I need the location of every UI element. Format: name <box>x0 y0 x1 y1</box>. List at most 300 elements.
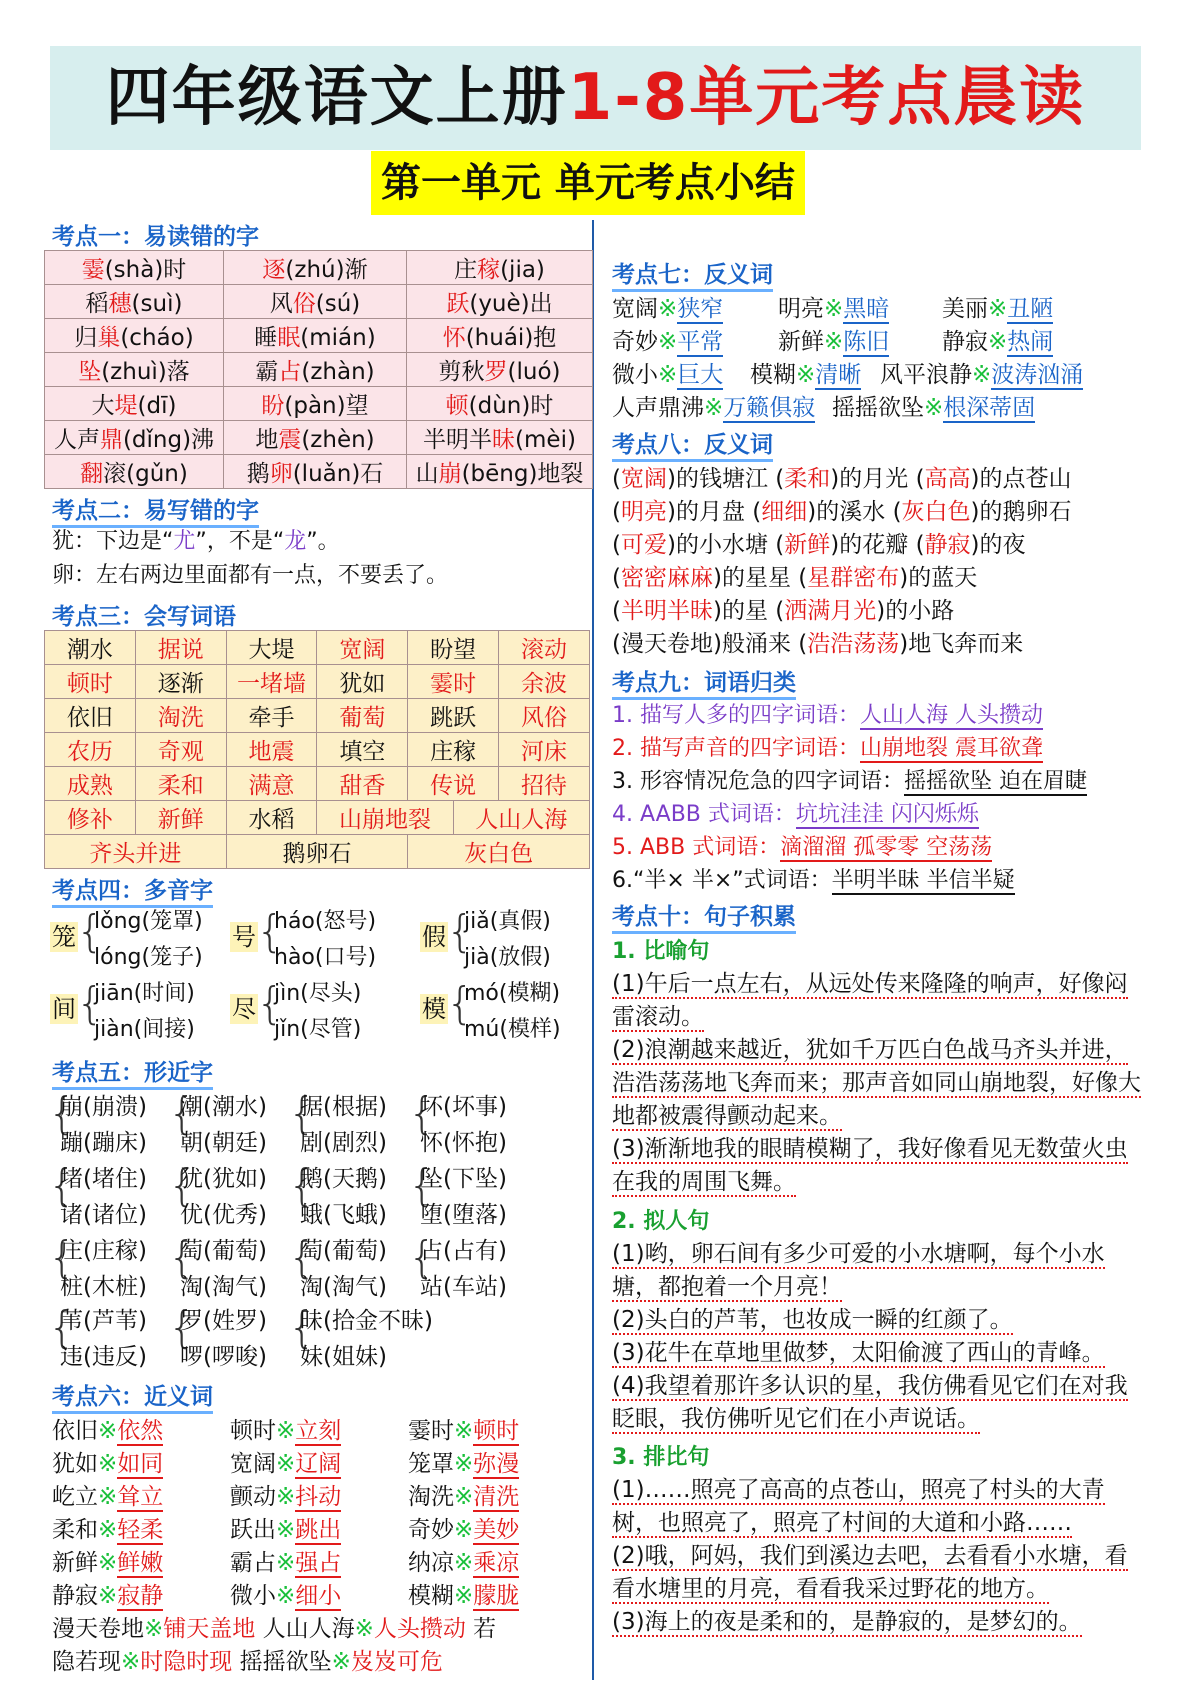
modifier-word <box>612 565 722 591</box>
sentence-item <box>612 1474 1147 1540</box>
antonym-pair <box>880 356 1083 389</box>
antonym: 热闹 <box>1007 329 1054 355</box>
metaphor-heading: 1. 比喻句 <box>612 939 710 964</box>
asterism-icon: ※ <box>704 395 724 421</box>
cell-pinyin: (luǎn)石 <box>292 461 384 487</box>
paren: ) <box>666 466 676 492</box>
cell-key-char: 逐 <box>262 257 286 283</box>
brace-icon: { <box>168 1302 196 1353</box>
word: 依旧 <box>52 1418 98 1444</box>
personification-heading: 2. 拟人句 <box>612 1209 710 1234</box>
word: 跃出 <box>230 1517 276 1543</box>
cell-key-char: 顿 <box>445 393 469 419</box>
modifier-noun: 的小路 <box>885 598 955 624</box>
synonym-pair <box>230 1511 341 1544</box>
polyphone-char: 笼 <box>52 923 76 951</box>
cell-prefix: 大 <box>91 393 115 419</box>
paren: ( <box>798 631 808 657</box>
sentence-item <box>612 1304 1147 1337</box>
cell-pinyin: 滚(gǔn) <box>103 461 188 487</box>
modifier-word <box>612 499 676 525</box>
vocab-cell: 据说 <box>135 631 226 665</box>
synonym: 人头攒动 <box>373 1616 466 1642</box>
vocab-cell: 成熟 <box>45 767 136 801</box>
misread-row <box>45 353 593 387</box>
cell-prefix: 风 <box>269 291 293 317</box>
section-title-kd8: 考点八：反义词 <box>612 426 773 459</box>
antonym: 平常 <box>677 329 724 355</box>
synonym-pair <box>52 1445 163 1478</box>
antonym: 狭窄 <box>677 296 724 322</box>
antonym: 根深蒂固 <box>943 395 1036 421</box>
polyphone-reading: háo(怒号) <box>274 909 377 934</box>
modifier-word <box>612 532 676 558</box>
modifier-noun: 的星星 <box>721 565 799 591</box>
synonym-line <box>52 1643 443 1676</box>
asterism-icon: ※ <box>144 1616 164 1642</box>
misread-table <box>44 250 593 489</box>
cell-key-char: 俗 <box>292 291 316 317</box>
synonym-pair <box>408 1412 519 1445</box>
similar-char: 淘(淘气) <box>300 1274 387 1300</box>
cell-prefix: 归 <box>74 325 98 351</box>
cell-pinyin: (mèi) <box>515 427 576 453</box>
asterism-icon: ※ <box>796 362 816 388</box>
word: 模糊 <box>408 1583 454 1609</box>
modifier-word <box>775 532 839 558</box>
polyphone-reading: lǒng(笼罩) <box>94 909 203 934</box>
misread-cell <box>224 387 407 421</box>
similar-char: 站(车站) <box>420 1274 507 1300</box>
word: 静寂 <box>52 1583 98 1609</box>
word: 笼罩 <box>408 1451 454 1477</box>
antonym-pair <box>832 389 1035 422</box>
synonym: 美妙 <box>473 1517 520 1543</box>
vocab-row <box>45 631 590 665</box>
vocab-cell: 修补 <box>45 801 136 835</box>
modifier-text: 浩浩荡荡 <box>807 631 900 657</box>
vocab-cell: 依旧 <box>45 699 136 733</box>
modifier-text: 细细 <box>761 499 808 525</box>
cell-key-char: 霎 <box>81 257 105 283</box>
modifier-line <box>612 592 954 625</box>
synonym-pair <box>52 1478 163 1511</box>
vocab-cell: 跳跃 <box>408 699 499 733</box>
asterism-icon: ※ <box>276 1550 296 1576</box>
misread-row <box>45 285 593 319</box>
cell-pinyin: (shà)时 <box>104 257 187 283</box>
sentence-item <box>612 1540 1147 1606</box>
word: 顿时 <box>230 1418 276 1444</box>
asterism-icon: ※ <box>98 1484 118 1510</box>
vocab-cell: 淘洗 <box>135 699 226 733</box>
cell-pinyin: (zhàn) <box>301 359 375 385</box>
modifier-word <box>916 532 980 558</box>
synonym: 立刻 <box>295 1418 342 1444</box>
spacer <box>232 1649 239 1675</box>
misread-cell <box>45 251 224 285</box>
synonym-pair <box>52 1544 163 1577</box>
asterism-icon: ※ <box>98 1451 118 1477</box>
paren: ( <box>612 598 621 624</box>
vocab-cell: 填空 <box>317 733 408 767</box>
word: 微小 <box>230 1583 276 1609</box>
category-words: 人山人海 人头攒动 <box>859 703 1043 728</box>
cell-pinyin: (dǐng)沸 <box>122 427 215 453</box>
vocab-cell: 山崩地裂 <box>317 801 453 835</box>
cell-pinyin: (cháo) <box>120 325 194 351</box>
synonym-pair <box>230 1445 341 1478</box>
brace-icon: { <box>446 978 474 1029</box>
modifier-word <box>775 598 885 624</box>
modifier-noun: 的点苍山 <box>979 466 1072 492</box>
synonym: 弥漫 <box>473 1451 520 1477</box>
sentence-item <box>612 1606 1147 1639</box>
category-lead: 3. 形容情况危急的四字词语： <box>612 769 904 794</box>
category-lead: 4. AABB 式词语： <box>612 802 796 827</box>
sentence-text: (1)哟，卵石间有多少可爱的小水塘啊，每个小水塘，都抱着一个月亮！ <box>612 1241 1105 1300</box>
polyphone-reading: jìn(尽头) <box>274 981 362 1006</box>
brace-icon: { <box>288 1088 316 1139</box>
word-fragment: 若 <box>465 1616 497 1642</box>
paren: ( <box>612 631 621 657</box>
cell-prefix: 庄 <box>454 257 478 283</box>
brace-icon: { <box>168 1160 196 1211</box>
section-title-kd5: 考点五：形近字 <box>52 1054 213 1087</box>
cell-pinyin: (dùn)时 <box>468 393 554 419</box>
cell-key-char: 眠 <box>277 325 301 351</box>
modifier-line <box>612 625 1023 658</box>
asterism-icon: ※ <box>988 329 1008 355</box>
similar-char: 昧(拾金不昧) <box>300 1308 433 1334</box>
modifier-line <box>612 460 1072 493</box>
category-lead: 6.“半× 半×”式词语： <box>612 868 832 893</box>
asterism-icon: ※ <box>454 1484 474 1510</box>
section-title-kd6: 考点六：近义词 <box>52 1378 213 1411</box>
polyphone-reading: jià(放假) <box>464 945 551 970</box>
cell-pinyin: (jia) <box>500 257 545 283</box>
cell-prefix: 半明半 <box>423 427 493 453</box>
sentence-text: (4)我望着那许多认识的星，我仿佛看见它们在对我眨眼，我仿佛听见它们在小声说话。 <box>612 1373 1128 1432</box>
misread-cell <box>45 285 224 319</box>
modifier-noun: 的花瓣 <box>839 532 916 558</box>
synonym: 时隐时现 <box>140 1649 233 1675</box>
cell-prefix: 山 <box>415 461 439 487</box>
modifier-text: 静寂 <box>924 532 971 558</box>
paren: ( <box>612 532 621 558</box>
brace-icon: { <box>256 906 284 957</box>
sentence-text: (3)海上的夜是柔和的，是静寂的，是梦幻的。 <box>612 1609 1082 1635</box>
paren: ( <box>612 499 621 525</box>
brace-icon: { <box>48 1088 76 1139</box>
sentence-text: (2)哦，阿妈，我们到溪边去吧，去看看小水塘，看看水塘里的月亮，看看我采过野花的地方。 <box>612 1543 1128 1602</box>
misread-cell <box>407 421 593 455</box>
category-line <box>612 830 992 861</box>
antonym-pair <box>612 323 723 356</box>
similar-char: 啰(啰唆) <box>180 1344 267 1370</box>
word: 静寂 <box>942 329 988 355</box>
brace-icon: { <box>408 1088 436 1139</box>
cell-key-char: 罗 <box>484 359 508 385</box>
synonym-pair <box>52 1511 163 1544</box>
vocab-cell: 风俗 <box>499 699 590 733</box>
word: 微小 <box>612 362 658 388</box>
vocab-cell: 柔和 <box>135 767 226 801</box>
category-lead: 5. ABB 式词语： <box>612 835 781 860</box>
modifier-word <box>798 565 908 591</box>
asterism-icon: ※ <box>454 1583 474 1609</box>
modifier-noun: 的月盘 <box>675 499 753 525</box>
category-words: 摇摇欲坠 迫在眉睫 <box>903 769 1087 794</box>
writing-note-1: 犹：下边是“尤”，不是“龙”。 <box>52 529 340 554</box>
synonym: 依然 <box>117 1418 164 1444</box>
sentence-item <box>612 1238 1147 1304</box>
synonym: 强占 <box>295 1550 342 1576</box>
misread-cell <box>45 455 224 489</box>
modifier-text: 半明半昧 <box>620 598 713 624</box>
antonym-pair <box>778 323 889 356</box>
vocab-cell: 盼望 <box>408 631 499 665</box>
modifier-text: 高高 <box>924 466 971 492</box>
misread-cell <box>224 353 407 387</box>
brace-icon: { <box>446 906 474 957</box>
modifier-noun: 的钱塘江 <box>675 466 776 492</box>
synonym: 清洗 <box>473 1484 520 1510</box>
word: 新鲜 <box>778 329 824 355</box>
synonym: 抖动 <box>295 1484 342 1510</box>
synonym-pair <box>408 1577 519 1610</box>
polyphone-reading: mó(模糊) <box>464 981 561 1006</box>
misread-cell <box>45 387 224 421</box>
polyphone-reading: jiǎ(真假) <box>464 909 551 934</box>
asterism-icon: ※ <box>276 1451 296 1477</box>
category-lead: 1. 描写人多的四字词语： <box>612 703 860 728</box>
cell-key-char: 盼 <box>261 393 285 419</box>
asterism-icon: ※ <box>972 362 992 388</box>
polyphone-char: 模 <box>422 995 446 1023</box>
section-title-kd1: 考点一：易读错的字 <box>52 218 259 251</box>
misread-cell <box>407 455 593 489</box>
modifier-word <box>752 499 816 525</box>
synonym: 朦胧 <box>473 1583 520 1609</box>
paren: ) <box>970 466 980 492</box>
similar-char: 坏(坏事) <box>420 1094 507 1120</box>
modifier-line <box>612 559 977 592</box>
category-line <box>612 863 1015 894</box>
modifier-text: 可爱 <box>620 532 667 558</box>
cell-pinyin: (bēng)地裂 <box>461 461 584 487</box>
cell-key-char: 震 <box>278 427 302 453</box>
cell-prefix: 剪秋 <box>438 359 485 385</box>
word: 宽阔 <box>612 296 658 322</box>
cell-prefix: 稻 <box>85 291 109 317</box>
brace-icon: { <box>408 1160 436 1211</box>
similar-char: 鹅(天鹅) <box>300 1166 387 1192</box>
polyphone-char: 尽 <box>232 995 256 1023</box>
misread-cell <box>407 353 593 387</box>
cell-pinyin: (mián) <box>300 325 376 351</box>
modifier-noun: 的小水塘 <box>675 532 776 558</box>
synonym: 乘凉 <box>473 1550 520 1576</box>
cell-prefix: 睡 <box>254 325 278 351</box>
word: 明亮 <box>778 296 824 322</box>
similar-char: 苇(芦苇) <box>60 1308 147 1334</box>
polyphone-reading: jǐn(尽管) <box>274 1017 362 1042</box>
modifier-text: 明亮 <box>620 499 667 525</box>
cell-pinyin: (suì) <box>131 291 183 317</box>
asterism-icon: ※ <box>276 1484 296 1510</box>
antonym-pair <box>778 290 889 323</box>
asterism-icon: ※ <box>98 1418 118 1444</box>
cell-key-char: 卵 <box>269 461 293 487</box>
unit-subtitle: 第一单元 单元考点小结 <box>371 151 805 215</box>
modifier-word <box>775 466 839 492</box>
brace-icon: { <box>288 1232 316 1283</box>
modifier-text: 漫天卷地 <box>620 631 713 657</box>
cell-prefix: 鹅 <box>246 461 270 487</box>
vocab-cell: 甜香 <box>317 767 408 801</box>
vocab-cell: 宽阔 <box>317 631 408 665</box>
misread-cell <box>224 421 407 455</box>
cell-key-char: 占 <box>278 359 302 385</box>
paren: ( <box>775 466 785 492</box>
brace-icon: { <box>256 978 284 1029</box>
brace-icon: { <box>288 1160 316 1211</box>
similar-char: 堵(堵住) <box>60 1166 147 1192</box>
vocab-cell: 人山人海 <box>453 801 589 835</box>
brace-icon: { <box>288 1302 316 1353</box>
asterism-icon: ※ <box>276 1517 296 1543</box>
category-words: 山崩地裂 震耳欲聋 <box>859 736 1043 761</box>
cell-key-char: 跃 <box>446 291 470 317</box>
sentence-item <box>612 1133 1147 1199</box>
vocab-row <box>45 801 590 835</box>
modifier-text: 洒满月光 <box>784 598 877 624</box>
misread-cell <box>224 285 407 319</box>
vocab-cell: 水稻 <box>226 801 317 835</box>
vocab-table <box>44 630 590 869</box>
similar-char: 淘(淘气) <box>180 1274 267 1300</box>
polyphone-char: 假 <box>422 923 446 951</box>
paren: ) <box>899 631 909 657</box>
asterism-icon: ※ <box>824 296 844 322</box>
vocab-cell: 地震 <box>226 733 317 767</box>
vocab-cell: 大堤 <box>226 631 317 665</box>
category-line <box>612 698 1043 729</box>
cell-pinyin: (zhuì)落 <box>101 359 190 385</box>
word: 屹立 <box>52 1484 98 1510</box>
cell-key-char: 昧 <box>492 427 516 453</box>
antonym-pair <box>612 290 723 323</box>
brace-icon: { <box>168 1232 196 1283</box>
synonym: 岌岌可危 <box>350 1649 443 1675</box>
misread-cell <box>407 319 593 353</box>
paren: ) <box>970 499 980 525</box>
misread-row <box>45 387 593 421</box>
synonym: 耸立 <box>117 1484 164 1510</box>
misread-cell <box>224 319 407 353</box>
vocab-cell: 滚动 <box>499 631 590 665</box>
vocab-cell: 灰白色 <box>408 835 590 869</box>
vocab-cell: 传说 <box>408 767 499 801</box>
paren: ( <box>915 532 925 558</box>
vocab-row <box>45 699 590 733</box>
vocab-cell: 霎时 <box>408 665 499 699</box>
category-lead: 2. 描写声音的四字词语： <box>612 736 860 761</box>
antonym: 清晰 <box>815 362 862 388</box>
similar-char: 犹(犹如) <box>180 1166 267 1192</box>
misread-row <box>45 455 593 489</box>
antonym: 万籁俱寂 <box>723 395 816 421</box>
paren: ) <box>970 532 980 558</box>
sentence-text: (1)午后一点左右，从远处传来隆隆的响声，好像闷雷滚动。 <box>612 971 1128 1030</box>
category-line <box>612 764 1087 795</box>
modifier-word <box>612 598 722 624</box>
modifier-text: 灰白色 <box>901 499 971 525</box>
brace-icon: { <box>168 1088 196 1139</box>
paren: ) <box>899 565 909 591</box>
paren: ) <box>666 499 676 525</box>
polyphone-reading: mú(模样) <box>464 1017 561 1042</box>
modifier-word <box>893 499 980 525</box>
word: 霎时 <box>408 1418 454 1444</box>
cell-pinyin: (zhú)渐 <box>285 257 368 283</box>
similar-char: 萄(葡萄) <box>300 1238 387 1264</box>
paren: ) <box>712 565 722 591</box>
paren: ) <box>807 499 817 525</box>
asterism-icon: ※ <box>454 1418 474 1444</box>
word: 人声鼎沸 <box>612 395 704 421</box>
cell-key-char: 巢 <box>97 325 121 351</box>
synonym: 鲜嫩 <box>117 1550 164 1576</box>
word: 柔和 <box>52 1517 98 1543</box>
similar-char: 优(优秀) <box>180 1202 267 1228</box>
misread-cell <box>407 387 593 421</box>
cell-pinyin: (dī) <box>137 393 177 419</box>
brace-icon: { <box>76 978 104 1029</box>
paren: ( <box>892 499 902 525</box>
sentence-item <box>612 1034 1147 1133</box>
similar-char: 萄(葡萄) <box>180 1238 267 1264</box>
polyphone-reading: jiān(时间) <box>94 981 195 1006</box>
modifier-text: 星群密布 <box>807 565 900 591</box>
cell-key-char: 稼 <box>477 257 501 283</box>
cell-prefix: 人声 <box>53 427 100 453</box>
modifier-noun: 的蓝天 <box>908 565 978 591</box>
similar-char: 罗(姓罗) <box>180 1308 267 1334</box>
synonym-pair <box>230 1412 341 1445</box>
asterism-icon: ※ <box>98 1583 118 1609</box>
word: 摇摇欲坠 <box>239 1649 332 1675</box>
sentence-item <box>612 1337 1147 1370</box>
similar-char: 占(占有) <box>420 1238 507 1264</box>
cell-prefix: 霸 <box>255 359 279 385</box>
word: 模糊 <box>750 362 796 388</box>
sentence-text: (3)渐渐地我的眼睛模糊了，我好像看见无数萤火虫在我的周围飞舞。 <box>612 1136 1128 1195</box>
vocab-cell: 新鲜 <box>135 801 226 835</box>
similar-char: 蛾(飞蛾) <box>300 1202 387 1228</box>
modifier-line <box>612 493 1072 526</box>
synonym-pair <box>52 1577 163 1610</box>
section-title-kd9: 考点九：词语归类 <box>612 664 796 697</box>
similar-char: 庄(庄稼) <box>60 1238 147 1264</box>
asterism-icon: ※ <box>354 1616 374 1642</box>
asterism-icon: ※ <box>98 1550 118 1576</box>
sentence-text: (1)……照亮了高高的点苍山，照亮了村头的大青树，也照亮了，照亮了村间的大道和小路…… <box>612 1477 1105 1536</box>
antonym-pair <box>942 323 1053 356</box>
similar-char: 剧(剧烈) <box>300 1130 387 1156</box>
category-words: 半明半昧 半信半疑 <box>831 868 1015 893</box>
